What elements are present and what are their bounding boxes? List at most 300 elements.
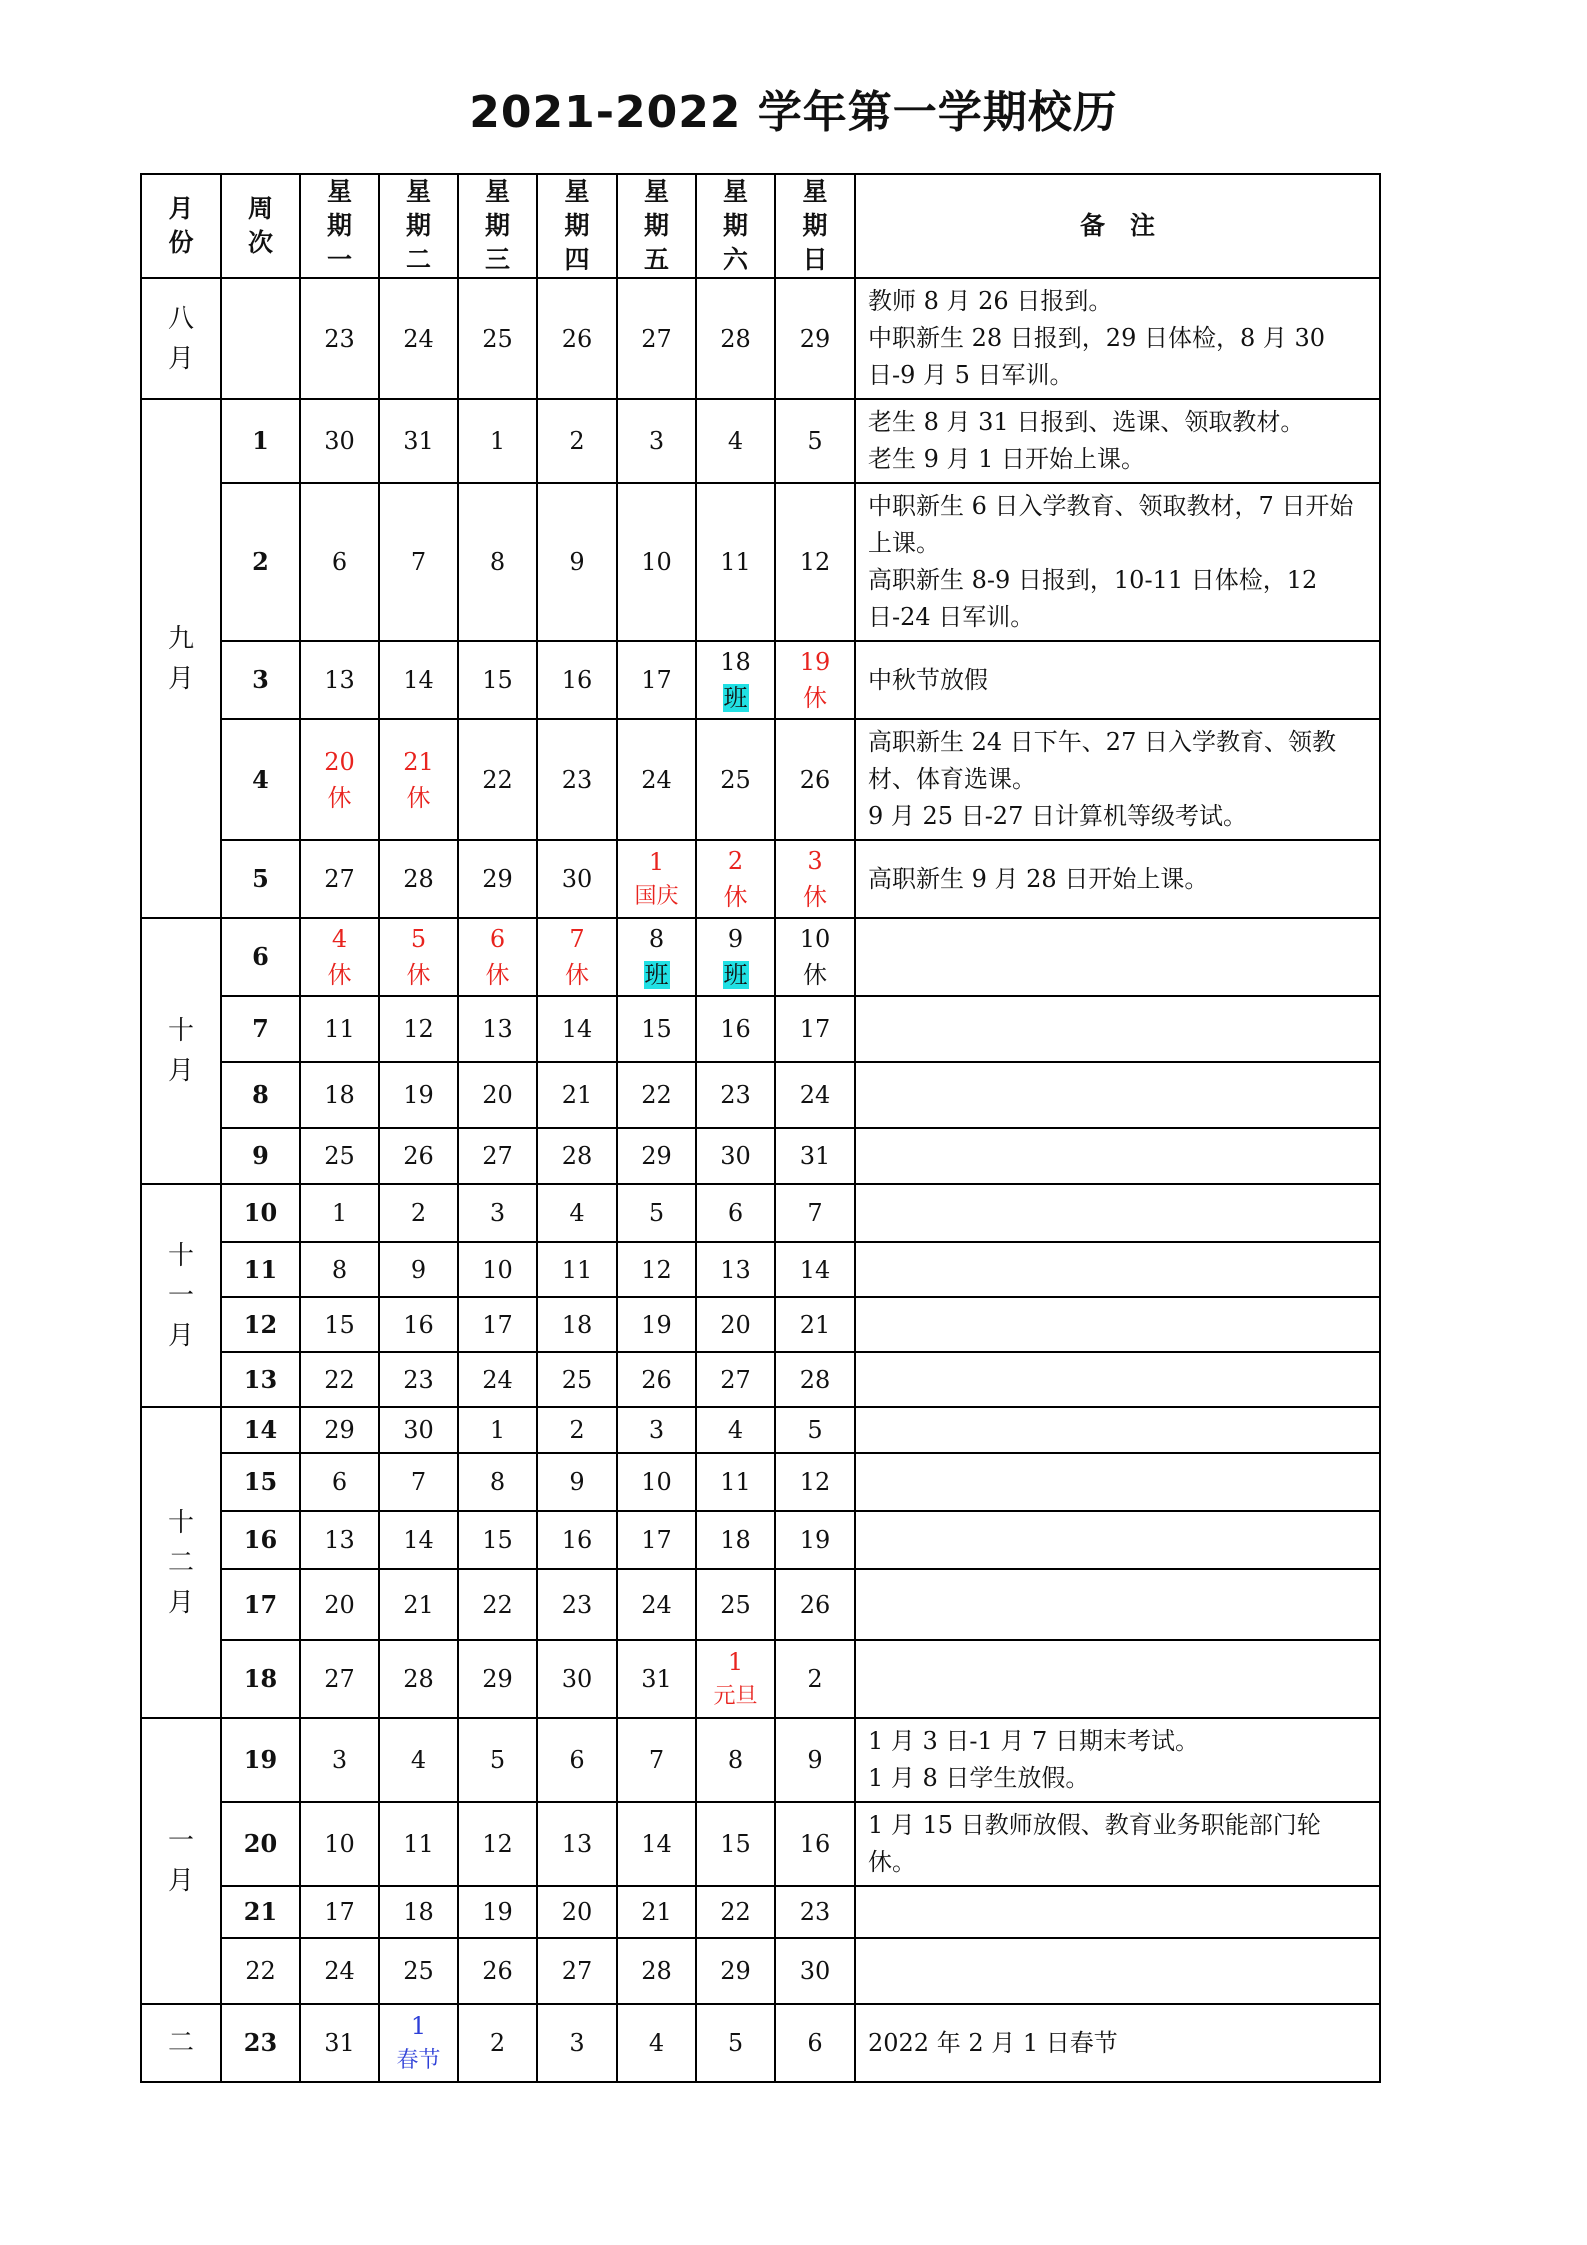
day-number: 19 <box>482 1898 513 1926</box>
day-number: 15 <box>324 1310 355 1339</box>
week-row <box>141 996 1380 1062</box>
day-number: 3 <box>648 427 665 455</box>
month-label: 十 月 <box>141 918 221 1184</box>
week-number: 19 <box>221 1718 300 1802</box>
day-number: 16 <box>799 1830 831 1858</box>
day-cell <box>775 483 855 641</box>
day-number: 25 <box>403 1957 434 1985</box>
day-cell <box>300 1242 379 1297</box>
day-cell <box>696 1938 775 2004</box>
day-number: 28 <box>720 324 751 353</box>
day-cell <box>775 1242 855 1297</box>
day-number: 19 <box>641 1310 672 1339</box>
day-cell <box>458 918 537 996</box>
notes-cell <box>855 1938 1380 2004</box>
day-mark: 休 <box>723 883 748 911</box>
day-cell <box>458 1640 537 1718</box>
day-cell <box>696 1297 775 1352</box>
day-cell <box>300 1184 379 1242</box>
day-number: 26 <box>561 324 593 353</box>
day-number: 31 <box>403 427 434 455</box>
day-mark: 班 <box>723 684 748 712</box>
day-cell <box>458 1886 537 1938</box>
header-day-mon: 星 期 一 <box>300 174 379 278</box>
day-number: 11 <box>324 1015 355 1043</box>
day-number: 20 <box>561 1898 593 1926</box>
week-number: 9 <box>221 1128 300 1184</box>
month-label: 一 月 <box>141 1718 221 2004</box>
day-number: 2 <box>727 847 744 875</box>
notes-cell <box>855 641 1380 719</box>
week-number: 4 <box>221 719 300 840</box>
week-number: 17 <box>221 1569 300 1640</box>
notes-cell <box>855 1511 1380 1569</box>
header-row <box>141 174 1380 278</box>
day-number: 7 <box>410 548 427 576</box>
week-row <box>141 1184 1380 1242</box>
day-cell <box>458 1352 537 1407</box>
day-number: 24 <box>641 765 672 794</box>
day-cell <box>458 2004 537 2082</box>
day-number: 14 <box>561 1015 593 1043</box>
day-number: 23 <box>324 324 355 353</box>
day-cell <box>300 1407 379 1453</box>
day-number: 24 <box>324 1957 355 1985</box>
day-cell <box>617 483 696 641</box>
notes-cell <box>855 1062 1380 1128</box>
day-number: 12 <box>482 1830 513 1858</box>
day-cell <box>300 1128 379 1184</box>
notes-cell <box>855 1640 1380 1718</box>
day-number: 6 <box>807 2029 823 2057</box>
day-number: 25 <box>482 324 513 353</box>
day-number: 13 <box>482 1015 513 1043</box>
notes-cell <box>855 719 1380 840</box>
day-cell <box>696 1128 775 1184</box>
day-number: 18 <box>403 1898 434 1926</box>
day-number: 9 <box>569 1468 585 1496</box>
week-number: 13 <box>221 1352 300 1407</box>
week-number <box>221 278 300 399</box>
day-cell <box>537 641 617 719</box>
day-cell <box>537 2004 617 2082</box>
week-row <box>141 1128 1380 1184</box>
day-number: 13 <box>561 1830 593 1858</box>
day-number: 28 <box>561 1142 593 1170</box>
day-number: 6 <box>331 548 348 576</box>
day-mark: 班 <box>644 961 669 989</box>
day-number: 16 <box>403 1310 434 1339</box>
day-number: 23 <box>403 1365 434 1394</box>
week-row <box>141 1938 1380 2004</box>
day-number: 3 <box>569 2029 585 2057</box>
day-cell <box>300 1569 379 1640</box>
week-row <box>141 1407 1380 1453</box>
day-cell <box>300 1453 379 1511</box>
day-cell <box>617 1718 696 1802</box>
day-cell <box>458 840 537 918</box>
day-cell <box>379 719 458 840</box>
day-number: 28 <box>799 1365 831 1394</box>
week-number: 3 <box>221 641 300 719</box>
week-number: 6 <box>221 918 300 996</box>
day-cell <box>537 1242 617 1297</box>
week-row <box>141 2004 1380 2082</box>
month-label: 九 月 <box>141 399 221 918</box>
day-cell <box>379 1718 458 1802</box>
day-cell <box>617 1511 696 1569</box>
day-cell <box>696 1184 775 1242</box>
day-cell <box>537 918 617 996</box>
day-cell <box>537 1511 617 1569</box>
note-line: 1 月 3 日-1 月 7 日期末考试。 <box>868 1727 1199 1755</box>
week-number: 7 <box>221 996 300 1062</box>
day-cell <box>775 1511 855 1569</box>
day-number: 17 <box>324 1898 355 1926</box>
day-number: 21 <box>641 1898 672 1926</box>
day-cell <box>458 483 537 641</box>
day-cell <box>379 1886 458 1938</box>
note-line: 高职新生 8-9 日报到，10-11 日体检，12 日-24 日军训。 <box>868 566 1318 631</box>
day-cell <box>300 1352 379 1407</box>
week-row <box>141 1511 1380 1569</box>
day-cell <box>775 278 855 399</box>
day-number: 2 <box>569 1416 585 1444</box>
day-cell <box>537 1062 617 1128</box>
day-number: 22 <box>482 1590 513 1619</box>
day-cell <box>775 1407 855 1453</box>
day-number: 26 <box>641 1365 672 1394</box>
day-number: 2 <box>410 1199 427 1227</box>
day-cell <box>775 996 855 1062</box>
day-cell <box>775 1128 855 1184</box>
day-cell <box>300 840 379 918</box>
month-label: 十 一 月 <box>141 1184 221 1407</box>
day-number: 27 <box>720 1365 751 1394</box>
week-number: 12 <box>221 1297 300 1352</box>
week-row <box>141 719 1380 840</box>
day-cell <box>537 719 617 840</box>
day-number: 30 <box>561 865 593 893</box>
day-cell <box>458 1128 537 1184</box>
day-cell <box>696 278 775 399</box>
day-cell <box>300 918 379 996</box>
week-number: 20 <box>221 1802 300 1886</box>
day-cell <box>775 399 855 483</box>
day-number: 2 <box>569 427 585 455</box>
day-number: 3 <box>648 1416 665 1444</box>
day-number: 8 <box>331 1255 348 1284</box>
day-number: 23 <box>561 765 593 794</box>
day-mark: 休 <box>327 783 352 812</box>
day-number: 12 <box>799 548 831 576</box>
day-number: 19 <box>799 648 831 676</box>
notes-cell <box>855 1407 1380 1453</box>
day-number: 14 <box>403 1526 434 1554</box>
day-cell <box>300 1938 379 2004</box>
day-number: 14 <box>403 666 434 694</box>
day-cell <box>537 1886 617 1938</box>
day-number: 26 <box>482 1957 513 1985</box>
day-number: 13 <box>720 1255 751 1284</box>
day-cell <box>775 1802 855 1886</box>
day-cell <box>537 1128 617 1184</box>
note-line: 老生 8 月 31 日报到、选课、领取教材。 <box>868 408 1305 436</box>
day-number: 24 <box>403 324 434 353</box>
day-mark: 元旦 <box>713 1684 758 1709</box>
day-cell <box>379 1062 458 1128</box>
note-line: 中秋节放假 <box>868 665 988 694</box>
day-number: 1 <box>331 1199 348 1227</box>
day-cell <box>775 1718 855 1802</box>
note-line: 1 月 15 日教师放假、教育业务职能部门轮休。 <box>868 1811 1321 1876</box>
day-cell <box>696 1640 775 1718</box>
week-row <box>141 1569 1380 1640</box>
day-cell <box>537 1938 617 2004</box>
day-cell <box>696 1453 775 1511</box>
week-row <box>141 483 1380 641</box>
day-cell <box>458 1569 537 1640</box>
day-number: 26 <box>799 1590 831 1619</box>
day-number: 29 <box>799 324 831 353</box>
day-cell <box>696 1886 775 1938</box>
day-number: 29 <box>482 1665 513 1693</box>
day-cell <box>775 1569 855 1640</box>
day-number: 22 <box>720 1898 751 1926</box>
day-cell <box>300 1802 379 1886</box>
day-number: 27 <box>482 1142 513 1170</box>
day-cell <box>696 1062 775 1128</box>
week-number: 11 <box>221 1242 300 1297</box>
day-cell <box>537 1718 617 1802</box>
day-cell <box>696 1407 775 1453</box>
day-number: 3 <box>807 847 823 875</box>
week-row <box>141 1297 1380 1352</box>
week-row <box>141 1802 1380 1886</box>
week-number: 18 <box>221 1640 300 1718</box>
day-number: 29 <box>324 1416 355 1444</box>
day-number: 12 <box>799 1468 831 1496</box>
day-cell <box>379 1352 458 1407</box>
day-number: 15 <box>482 1526 513 1554</box>
month-label: 二 <box>141 2004 221 2082</box>
note-line: 中职新生 6 日入学教育、领取教材，7 日开始上课。 <box>868 492 1354 557</box>
week-row <box>141 1886 1380 1938</box>
notes-cell <box>855 840 1380 918</box>
day-number: 24 <box>641 1590 672 1619</box>
header-month: 月 份 <box>141 174 221 278</box>
day-cell <box>458 719 537 840</box>
day-number: 4 <box>727 427 744 455</box>
day-cell <box>696 918 775 996</box>
week-row <box>141 641 1380 719</box>
day-number: 16 <box>561 666 593 694</box>
day-cell <box>617 1569 696 1640</box>
day-cell <box>617 996 696 1062</box>
day-cell <box>617 918 696 996</box>
day-cell <box>458 278 537 399</box>
day-cell <box>696 483 775 641</box>
day-cell <box>696 840 775 918</box>
day-cell <box>379 399 458 483</box>
week-number: 2 <box>221 483 300 641</box>
note-line: 9 月 25 日-27 日计算机等级考试。 <box>868 802 1247 830</box>
day-cell <box>617 719 696 840</box>
day-number: 18 <box>720 1526 751 1554</box>
notes-cell <box>855 2004 1380 2082</box>
note-line: 高职新生 24 日下午、27 日入学教育、领教材、体育选课。 <box>868 728 1336 793</box>
day-cell <box>379 996 458 1062</box>
week-row <box>141 840 1380 918</box>
day-cell <box>379 918 458 996</box>
day-cell <box>458 1511 537 1569</box>
week-number: 16 <box>221 1511 300 1569</box>
day-cell <box>775 840 855 918</box>
day-number: 7 <box>807 1199 823 1227</box>
day-cell <box>300 1297 379 1352</box>
week-row <box>141 1352 1380 1407</box>
day-number: 27 <box>641 324 672 353</box>
day-number: 10 <box>641 1468 672 1496</box>
calendar-body <box>141 278 1380 2082</box>
day-cell <box>775 641 855 719</box>
week-number: 10 <box>221 1184 300 1242</box>
month-label: 十 二 月 <box>141 1407 221 1718</box>
day-cell <box>379 483 458 641</box>
day-mark: 休 <box>803 684 827 712</box>
day-number: 4 <box>727 1416 744 1444</box>
day-cell <box>537 1352 617 1407</box>
day-number: 23 <box>720 1081 751 1109</box>
day-cell <box>458 1938 537 2004</box>
day-number: 13 <box>324 666 355 694</box>
day-number: 31 <box>324 2029 355 2057</box>
day-number: 18 <box>720 648 751 676</box>
day-cell <box>379 1297 458 1352</box>
day-number: 21 <box>403 1590 434 1619</box>
day-number: 23 <box>799 1898 831 1926</box>
day-number: 17 <box>482 1310 513 1339</box>
day-cell <box>300 399 379 483</box>
notes-cell <box>855 1802 1380 1886</box>
day-number: 18 <box>324 1081 355 1109</box>
day-mark: 班 <box>723 961 748 989</box>
day-number: 1 <box>727 1648 744 1676</box>
day-number: 25 <box>324 1142 355 1170</box>
day-number: 29 <box>482 865 513 893</box>
day-cell <box>458 399 537 483</box>
week-row <box>141 1718 1380 1802</box>
day-cell <box>300 996 379 1062</box>
day-cell <box>537 1802 617 1886</box>
day-number: 8 <box>489 1468 506 1496</box>
day-cell <box>696 996 775 1062</box>
day-cell <box>775 1352 855 1407</box>
day-cell <box>696 1511 775 1569</box>
day-number: 3 <box>489 1199 506 1227</box>
day-cell <box>379 278 458 399</box>
day-cell <box>300 1886 379 1938</box>
day-cell <box>458 1718 537 1802</box>
day-number: 2 <box>489 2029 506 2057</box>
day-number: 28 <box>403 865 434 893</box>
header-week: 周 次 <box>221 174 300 278</box>
day-number: 20 <box>482 1081 513 1109</box>
day-cell <box>617 399 696 483</box>
week-number: 15 <box>221 1453 300 1511</box>
day-cell <box>775 1184 855 1242</box>
notes-cell <box>855 918 1380 996</box>
notes-cell <box>855 1569 1380 1640</box>
day-mark: 休 <box>406 783 431 812</box>
day-cell <box>775 719 855 840</box>
day-cell <box>775 1886 855 1938</box>
day-number: 17 <box>641 1526 672 1554</box>
day-cell <box>617 1352 696 1407</box>
notes-cell <box>855 1718 1380 1802</box>
notes-cell <box>855 278 1380 399</box>
day-cell <box>379 1453 458 1511</box>
day-mark: 休 <box>803 961 827 989</box>
day-number: 11 <box>720 548 751 576</box>
day-cell <box>617 1297 696 1352</box>
school-calendar-table <box>140 173 1381 2083</box>
day-number: 7 <box>410 1468 427 1496</box>
header-day-sun: 星 期 日 <box>775 174 855 278</box>
day-cell <box>775 1297 855 1352</box>
day-cell <box>775 1640 855 1718</box>
day-number: 28 <box>641 1957 672 1985</box>
day-cell <box>300 1511 379 1569</box>
day-number: 8 <box>648 925 665 953</box>
day-number: 9 <box>807 1746 823 1774</box>
day-mark: 休 <box>565 961 589 989</box>
day-number: 25 <box>561 1365 593 1394</box>
day-cell <box>617 1640 696 1718</box>
day-cell <box>379 1407 458 1453</box>
day-number: 20 <box>324 1590 355 1619</box>
day-cell <box>617 1886 696 1938</box>
day-number: 5 <box>410 925 427 953</box>
notes-cell <box>855 399 1380 483</box>
day-number: 26 <box>403 1142 434 1170</box>
day-number: 6 <box>569 1746 585 1774</box>
day-cell <box>696 1352 775 1407</box>
week-row <box>141 918 1380 996</box>
notes-cell <box>855 1297 1380 1352</box>
day-cell <box>300 2004 379 2082</box>
week-number: 5 <box>221 840 300 918</box>
day-number: 31 <box>799 1142 831 1170</box>
day-number: 10 <box>799 925 831 953</box>
day-number: 19 <box>403 1081 434 1109</box>
day-number: 3 <box>331 1746 348 1774</box>
day-mark: 休 <box>485 961 510 989</box>
day-number: 27 <box>324 865 355 893</box>
day-number: 16 <box>561 1526 593 1554</box>
day-cell <box>617 1407 696 1453</box>
week-number: 22 <box>221 1938 300 2004</box>
day-number: 14 <box>641 1830 672 1858</box>
day-number: 16 <box>720 1015 751 1043</box>
day-cell <box>458 641 537 719</box>
day-number: 20 <box>324 747 355 776</box>
day-number: 11 <box>720 1468 751 1496</box>
day-cell <box>379 641 458 719</box>
day-number: 22 <box>324 1365 355 1394</box>
day-cell <box>300 719 379 840</box>
day-cell <box>696 641 775 719</box>
